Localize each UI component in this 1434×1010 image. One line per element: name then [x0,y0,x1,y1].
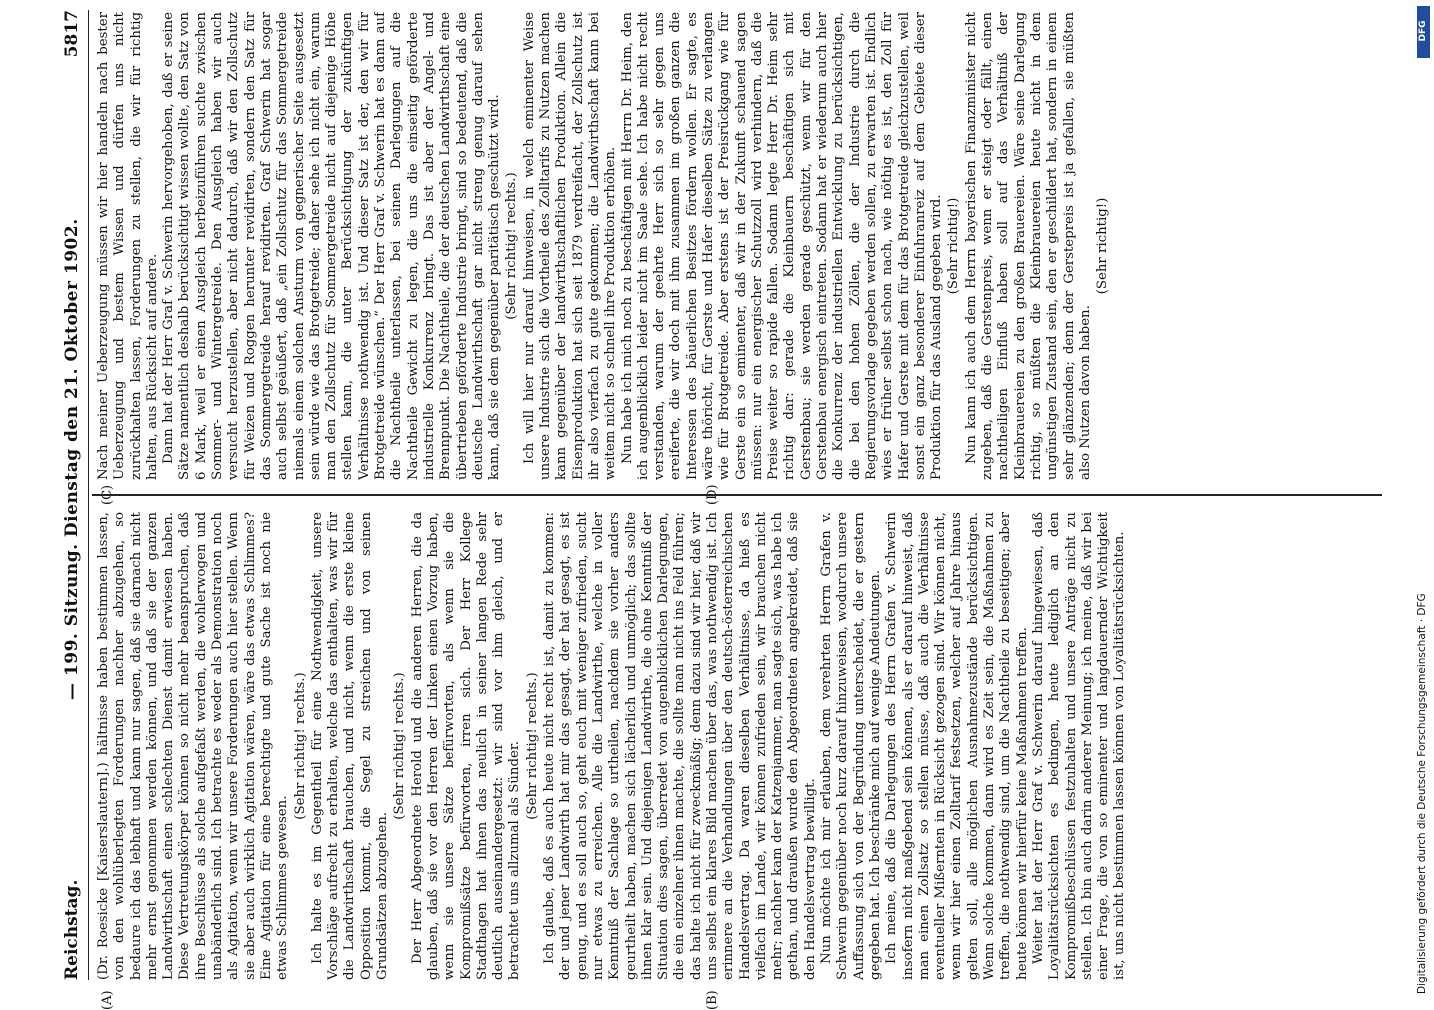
interjection: (Sehr richtig!) [1095,197,1111,295]
right-column [96,12,1384,480]
interjection: (Sehr richtig! rechts.) [292,672,308,820]
page-header [60,10,89,980]
paragraph: Ich will hier nur darauf hinweisen, in welch eminenter Weise unsere Industrie sich die Vortheile des Zolltarifs zu Nutzen machen kann gegenüber der landwirthschaftlichen Produktion. Allein die Eisenproduktion hat sich seit 1879 verdreifacht, der Zollschutz ist ihr also vierfach zu gute gekommen; die Landwirthschaft kann bei weitem nicht so schnell ihre Produktion erhöhen. [521,12,619,480]
paragraph: Nun kann ich auch dem Herrn bayerischen Finanzminister nicht zugeben, daß die Gerstenpreis, wenn er steigt oder fällt, einen nachtheiligen Einfluß haben soll auf das Verhältniß der Kleinbrauereien zu den großen Brauereien. Wäre seine Darlegung richtig, so müßten die Kleinbrauereien heute nicht in dem ungünstigen Zustand sein, den er geschildert hat, sondern in einem sehr glänzenden; denn der Gerstepreis ist ja gefallen, sie müßten also Nutzen davon haben. [963,12,1093,480]
paragraph [96,512,292,980]
paragraph: Ich glaube, daß es auch heute nicht recht ist, damit zu kommen: der und jener Landwirth hat mir das gesagt, der hat gesagt, es ist genug, und es soll auch so, geht euch mit weniger zufrieden, sucht nur etwas zu erreichen. Alle die Landwirthe, welche in voller Kenntniß der Sachlage so urtheilen, nachdem sie vorher anders geurtheilt haben, machen sich lächerlich und unmöglich; das sollte ihnen klar sein. Und diejenigen Landwirthe, die ohne Kenntniß der Situation dies sagen, überredet von augenblicklichen Darlegungen, die ein einzelner ihnen machte, die sollte man nicht ins Feld führen; das halte ich nicht für zweckmäßig; denn dazu sind wir hier, daß wir uns selbst ein klares Bild machen über das, was nothwendig ist. Ich erinnere an die Verhandlungen über den deutsch-österreichischen Handelsvertrag. Da waren dieselben Verhältnisse, da hieß es vielfach im Lande, wir können zufrieden sein, wir brauchen nicht mehr; nachher kam der Katzenjammer, man sagte sich, was habe ich gethan, und draußen wurde den Abgeordneten angekreidet, daß sie den Handelsvertrag bewilligt. [542,512,818,980]
credit-text: Digitalisierung gefördert durch die Deutsche Forschungsgemeinschaft · DFG [1416,593,1428,994]
interjection: (Sehr richtig! rechts.) [392,672,408,820]
left-column [96,512,1384,980]
digitization-credit [1414,6,1432,994]
column-divider [92,494,1382,496]
margin-mark-d: (D) [705,484,720,505]
margin-mark-c: (C) [100,484,115,505]
paragraph: Ich meine, daß die Darlegungen des Herrn Grafen v. Schwerin insofern nicht maßgebend sein können, als er darauf hinweist, daß man einen Zollsatz so stellen müsse, daß auch die Verhältnisse eventueller Mißernten in Rücksicht gezogen sind. Wir können nicht, wenn wir hier einen Zolltarif festsetzen, welcher auf Jahre hinaus gelten soll, alle möglichen Ausnahmezustände berücksichtigen. Wenn solche kommen, dann wird es Zeit sein, die Maßnahmen zu treffen, die nothwendig sind, um die Nachtheile zu beseitigen; aber heute können wir hierfür keine Maßnahmen treffen. [884,512,1030,980]
paragraph: Nun möchte ich mir erlauben, dem verehrten Herrn Grafen v. Schwerin gegenüber noch kurz darauf hinzuweisen, wodurch unsere Auffassung sich von der Begründung unterscheidet, die er gestern gegeben hat. Ich beschränke mich auf wenige Andeutungen. [819,512,883,980]
header-session-date: — 199. Sitzung. Dienstag den 21. Oktober 1902. [62,218,82,700]
margin-mark-a: (A) [100,990,115,1010]
dfg-logo-text: DFG [1418,20,1428,42]
margin-mark-b: (B) [705,990,720,1010]
interjection: (Sehr richtig! rechts.) [524,672,540,820]
paragraph: Der Herr Abgeordnete Herold und die anderen Herren, die da glauben, daß sie vor den Herren der Linken einen Vorzug haben, wenn sie unsere Sätze befürworten, als wenn sie die Kompromißsätze befürworten, irren sich. Der Herr Kollege Stadthagen hat ihnen das neulich in seiner langen Rede sehr deutlich auseinandergesetzt: wir sind vor ihm gleich, und er betrachtet uns allzumal als Sünder. [409,512,523,980]
paragraph: Nach meiner Ueberzeugung müssen wir hier handeln nach bester Ueberzeugung und bestem Wissen und dürfen uns nicht zurückhalten lassen, Forderungen zu stellen, die wir für richtig halten, aus Rücksicht auf andere. [96,12,160,480]
interjection: (Sehr richtig! rechts.) [504,172,520,320]
page-number: 5817 [62,10,82,58]
paragraph: Ich halte es im Gegentheil für eine Nothwendigkeit, unsere Vorschläge aufrecht zu erhalten, welche das enthalten, was wir für die Landwirthschaft brauchen, und nicht, wenn die erste kleine Opposition kommt, die Segel zu streichen und von seinen Grundsätzen abzugehen. [309,512,391,980]
document-page-rotated [60,10,1390,1010]
paragraph: Nun habe ich mich noch zu beschäftigen mit Herrn Dr. Heim, den ich augenblicklich leider nicht im Saale sehe. Ich habe nicht recht verstanden, warum der geehrte Herr sich so sehr gegen uns ereiferte, die wir doch mit ihm zusammen im großen ganzen die Interessen des bäuerlichen Besitzes fördern wollen. Er sagte, es wäre thöricht, für Gerste und Hafer dieselben Sätze zu verlangen wie für Brotgetreide. Aber erstens ist der Preisrückgang wie für Gerste ein so eminenter, daß wir in der Zukunft schauend sagen müssen: nur ein energischer Schutzzoll wird verhindern, daß die Preise weiter so rapide fallen. Sodann legte Herr Dr. Heim sehr richtig dar: gerade die Kleinbauern beschäftigen sich mit Gerstenbau; sie werden gerade geschützt, wenn wir für den Gerstenbau energisch eintreten. Sodann hat er wiederum auch hier die Konkurrenz der industriellen Entwicklung zu berücksichtigen, die bei den hohen Zöllen, die der Industrie durch die Regierungsvorlage gegeben werden sollen, zu erwarten ist. Endlich wies er früher selbst schon nach, wie nöthig es ist, den Zoll für Hafer und Gerste mit dem für das Brotgetreide gleichzustellen, weil sonst ein ganz besonderer Einfuhranreiz auf dem Gebiete dieser Produktion für das Ausland gegeben wird. [619,12,945,480]
paragraph: Weiter hat der Herr Graf v. Schwerin darauf hingewiesen, daß Loyalitätsrücksichten es bedingen, heute lediglich an den Kompromißbeschlüssen festzuhalten und unsere Anträge nicht zu stellen. Ich bin auch darin anderer Meinung; ich meine, daß wir bei einer Frage, die von so eminenter und langdauernder Wichtigkeit ist, uns nicht bestimmen lassen können von Loyalitätsrücksichten. [1030,512,1128,980]
dfg-logo-icon [1417,6,1430,58]
interjection: (Sehr richtig!) [946,197,962,295]
header-reichstag: Reichstag. [62,879,82,980]
paragraph-text: hältnisse haben bestimmen lassen, von den wohlüberlegten Forderungen nachher abzugehen, so bedaure ich das lebhaft und kann nur sagen, daß sie darnach nicht mehr ernst genommen werden können, und daß sie der ganzen Landwirthschaft einen schlechten Dienst damit erwiesen haben. Diese Vertretungskörper können so nicht mehr beanspruchen, daß ihre Beschlüsse als solche aufgefaßt werden, die wohlerwogen und unabänderlich sind. Ich betrachte es weder als Demonstration noch als Agitation, wenn wir unsere Forderungen auch hier stellen. Wenn sie aber auch wirklich Agitation wären, wäre das etwas Schlimmes? Eine Agitation für eine berechtigte und gute Sache ist noch nie etwas Schlimmes gewesen. [96,512,291,980]
speaker-tag: (Dr. Roesicke [Kaiserslautern].) [96,762,111,980]
paragraph: Dann hat der Herr Graf v. Schwerin hervorgehoben, daß er seine Sätze namentlich deshalb berücksichtigt wissen wollte, den Satz von 6 Mark, weil er einen Ausgleich herbeizuführen suchte zwischen Sommer- und Wintergetreide. Den Ausgleich haben wir auch versucht herzustellen, aber nicht dadurch, daß wir den Zollschutz für Weizen und Roggen herunter revidirten, sondern den Satz für das Sommergetreide herauf revidirten. Graf Schwerin hat sogar auch selbst geäußert, daß „ein Zollschutz für das Sommergetreide niemals einem solchen Ansturm von gegnerischer Seite ausgesetzt sein würde wie das Brotgetreide; daher sehe ich nicht ein, warum man den Zollschutz für Sommergetreide nicht auf diejenige Höhe stellen kann, die unter Berücksichtigung der zukünftigen Verhältnisse nothwendig ist. Und dieser Satz ist der, den wir für Brotgetreide wünschen.“ Der Herr Graf v. Schwerin hat es dann auf die Nachtheile unterlassen, bei seinen Darlegungen auf die Nachtheile Gewicht zu legen, die uns die einseitig geförderte industrielle Konkurrenz bringt. Das ist aber der Angel- und Brennpunkt. Die Nachtheile, die der deutschen Landwirthschaft eine übertrieben geförderte Industrie bringt, sind so bedeutend, daß die deutsche Landwirthschaft gar nicht streng genug darauf sehen kann, daß sie dem gegenüber paritätisch geschützt wird. [161,12,503,480]
